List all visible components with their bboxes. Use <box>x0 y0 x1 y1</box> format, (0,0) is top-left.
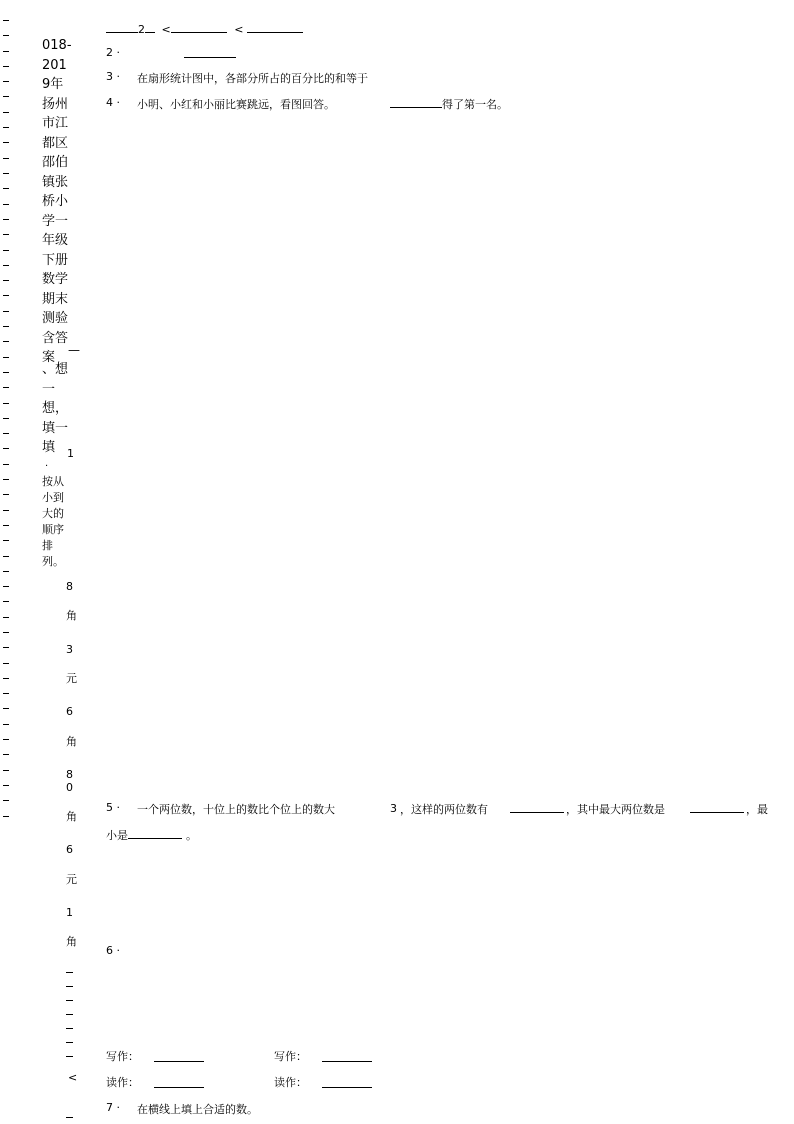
margin-dash <box>3 81 9 82</box>
amount-item: 3 <box>66 643 73 656</box>
q1-number: 1 <box>67 447 74 460</box>
amount-item: 6 <box>66 843 73 856</box>
margin-dash <box>3 51 9 52</box>
margin-dash <box>3 418 9 419</box>
margin-dash <box>3 525 9 526</box>
margin-dash <box>3 632 9 633</box>
read-blank[interactable] <box>154 1075 204 1091</box>
margin-dash <box>3 188 9 189</box>
margin-dash <box>3 142 9 143</box>
margin-dash <box>3 265 9 266</box>
answer-dash <box>66 1000 73 1001</box>
margin-dash <box>3 234 9 235</box>
question-5-text: 一个两位数，十位上的数比个位上的数大 <box>137 803 335 816</box>
q1-dot: . <box>45 458 49 469</box>
answer-dash <box>66 1042 73 1043</box>
answer-dash <box>66 986 73 987</box>
amount-item: 角 <box>66 609 77 622</box>
margin-dash <box>3 295 9 296</box>
margin-dash <box>3 464 9 465</box>
amount-item: 元 <box>66 672 77 685</box>
blank[interactable] <box>171 20 227 33</box>
amount-item: 8 <box>66 768 73 781</box>
margin-dash <box>3 693 9 694</box>
margin-dash <box>3 571 9 572</box>
margin-dash <box>3 785 9 786</box>
question-4-text: 小明、小红和小丽比赛跳远，看图回答。 <box>137 98 335 111</box>
amount-item: 8 <box>66 580 73 593</box>
margin-dash <box>3 510 9 511</box>
header-blank-line <box>106 20 303 36</box>
question-5-text-3: ，其中最大两位数是 <box>566 803 665 816</box>
question-5-blank-count[interactable] <box>510 800 564 816</box>
question-5-number: 3 <box>390 802 397 815</box>
question-4-label: 4 · <box>106 96 120 109</box>
answer-dash <box>66 1014 73 1015</box>
margin-dash <box>3 158 9 159</box>
question-5-line-2 <box>106 826 197 843</box>
header-number: 2 <box>138 23 145 36</box>
question-2-blank[interactable] <box>184 45 236 61</box>
margin-dash <box>3 556 9 557</box>
question-7-label: 7 · <box>106 1101 120 1114</box>
margin-dash <box>3 800 9 801</box>
margin-dash <box>3 280 9 281</box>
margin-dash <box>3 708 9 709</box>
margin-dash <box>3 173 9 174</box>
question-5-period: 。 <box>186 829 197 842</box>
margin-dash <box>3 112 9 113</box>
write-label: 写作： <box>106 1050 139 1063</box>
margin-dash <box>3 433 9 434</box>
answer-dash <box>66 972 73 973</box>
margin-dash <box>3 96 9 97</box>
question-7-text: 在横线上填上合适的数。 <box>137 1103 258 1116</box>
question-5-text-2: ，这样的两位数有 <box>400 803 488 816</box>
read-label: 读作： <box>274 1076 307 1089</box>
q1-instruction: 按从小到大的顺序排列。 <box>42 475 64 568</box>
margin-dash <box>3 601 9 602</box>
margin-dash <box>3 479 9 480</box>
read-label: 读作： <box>106 1076 139 1089</box>
margin-dash <box>3 204 9 205</box>
less-than-sign: < <box>161 23 171 36</box>
question-5-text-4: ，最 <box>746 803 768 816</box>
answer-dash <box>66 1028 73 1029</box>
margin-dash <box>3 341 9 342</box>
question-3-text: 在扇形统计图中，各部分所占的百分比的和等于 <box>137 72 368 85</box>
question-5-blank-min[interactable] <box>128 826 182 839</box>
margin-dash <box>3 739 9 740</box>
read-blank[interactable] <box>322 1075 372 1091</box>
answer-dash <box>66 1056 73 1057</box>
section-dash: — <box>68 343 80 357</box>
margin-dash <box>3 816 9 817</box>
question-6-label: 6 · <box>106 944 120 957</box>
margin-dash <box>3 586 9 587</box>
margin-dash <box>3 250 9 251</box>
margin-dash <box>3 617 9 618</box>
margin-dash <box>3 219 9 220</box>
amount-item: 6 <box>66 705 73 718</box>
amount-item: 0 <box>66 781 73 794</box>
margin-dash <box>3 754 9 755</box>
margin-dash <box>3 20 9 21</box>
margin-dash <box>3 663 9 664</box>
section-heading: 、想一想，填一填 <box>42 362 69 455</box>
margin-dash <box>3 540 9 541</box>
margin-dash <box>3 448 9 449</box>
amount-item: 1 <box>66 906 73 919</box>
question-3-label: 3 · <box>106 70 120 83</box>
blank[interactable] <box>390 95 442 108</box>
write-blank[interactable] <box>322 1049 372 1065</box>
margin-dash <box>3 35 9 36</box>
margin-dash <box>3 311 9 312</box>
amount-item: 角 <box>66 810 77 823</box>
blank[interactable] <box>247 20 303 33</box>
question-5-label: 5 · <box>106 801 120 814</box>
margin-dash <box>3 678 9 679</box>
amount-item: 元 <box>66 873 77 886</box>
margin-dash <box>3 403 9 404</box>
blank[interactable] <box>145 20 155 33</box>
less-than-sign: < <box>68 1071 78 1084</box>
margin-dash <box>3 127 9 128</box>
margin-dash <box>3 494 9 495</box>
question-5-min-prefix: 小是 <box>106 829 128 842</box>
less-than-sign: < <box>234 23 244 36</box>
margin-dash <box>3 66 9 67</box>
document-title: 018-2019年扬州市江都区邵伯镇张桥小学一年级下册数学期末测验含答案 <box>42 38 72 365</box>
write-blank[interactable] <box>154 1049 204 1065</box>
question-5-blank-max[interactable] <box>690 800 744 816</box>
margin-dash <box>3 372 9 373</box>
margin-dash <box>3 647 9 648</box>
amount-item: 角 <box>66 735 77 748</box>
margin-dash <box>3 387 9 388</box>
question-4-suffix: 得了第一名。 <box>442 98 508 111</box>
write-label: 写作： <box>274 1050 307 1063</box>
answer-dash <box>66 1117 73 1118</box>
margin-dash <box>3 724 9 725</box>
margin-dash <box>3 770 9 771</box>
question-4-answer <box>390 95 508 112</box>
margin-dash <box>3 326 9 327</box>
margin-dash <box>3 357 9 358</box>
amount-item: 角 <box>66 935 77 948</box>
question-2-label: 2 · <box>106 46 120 59</box>
blank[interactable] <box>106 20 138 33</box>
